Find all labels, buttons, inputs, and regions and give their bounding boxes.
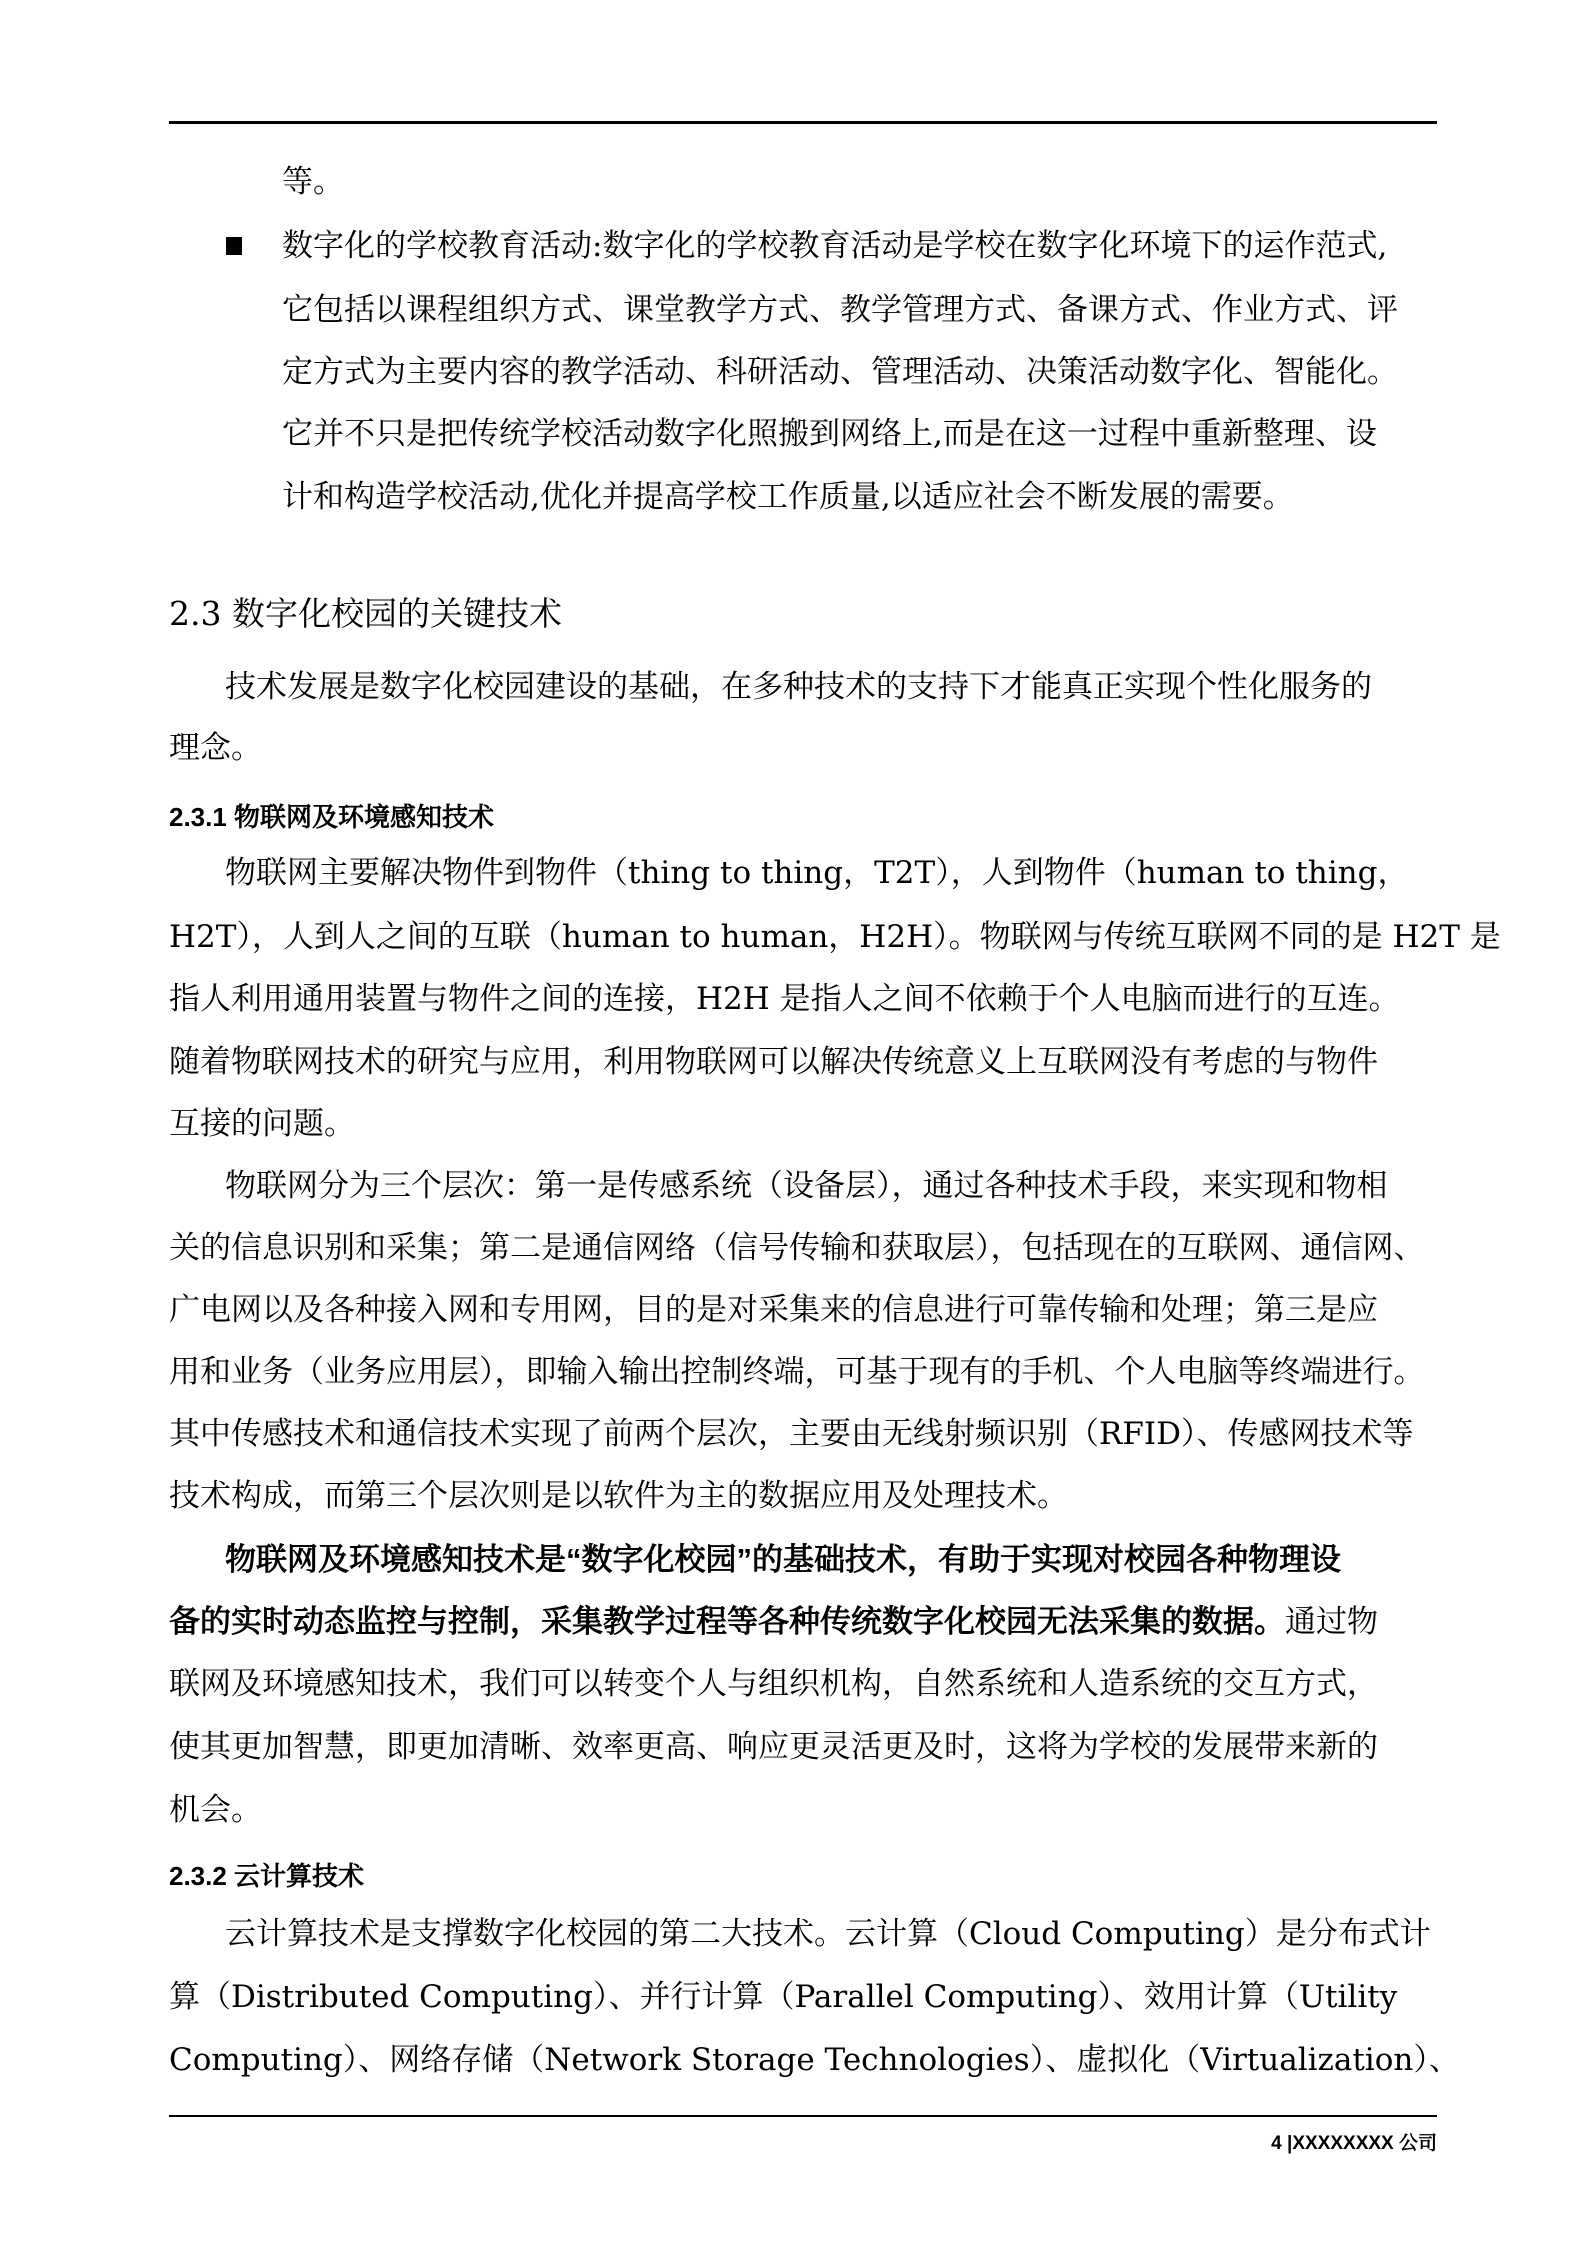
- text: 云计算技术是支撑数字化校园的第二大技术。云计算（Cloud Computing）是分布式计: [225, 1916, 1431, 1952]
- bold-text: 物联网及环境感知技术是“数字化校园”的基础技术，有助于实现对校园各种物理设: [225, 1542, 1341, 1577]
- text: 技术发展是数字化校园建设的基础，在多种技术的支持下才能真正实现个性化服务的: [225, 669, 1372, 705]
- paragraph-line: [169, 1042, 1378, 1082]
- bullet-square-icon: [226, 237, 242, 255]
- footer-separator: |: [1287, 2133, 1293, 2154]
- text: 它包括以课程组织方式、课堂教学方式、教学管理方式、备课方式、作业方式、评: [282, 292, 1398, 328]
- paragraph-line: [169, 1414, 1413, 1454]
- paragraph-line: [169, 979, 1400, 1019]
- paragraph-line: [282, 477, 1294, 517]
- paragraph-line: [282, 352, 1398, 392]
- text: 联网及环境感知技术，我们可以转变个人与组织机构，自然系统和人造系统的交互方式，: [169, 1666, 1378, 1702]
- paragraph-line: [169, 1228, 1425, 1268]
- text: 计和构造学校活动,优化并提高学校工作质量,以适应社会不断发展的需要。: [282, 479, 1294, 515]
- page-number: 4: [1271, 2133, 1282, 2154]
- paragraph-line: [225, 667, 1372, 707]
- subsection-heading: 2.3.2 云计算技术: [169, 1861, 365, 1891]
- paragraph-line: [282, 414, 1377, 454]
- paragraph-line: [282, 226, 1387, 266]
- paragraph-line: [169, 1727, 1378, 1767]
- text: 它并不只是把传统学校活动数字化照搬到网络上,而是在这一过程中重新整理、设: [282, 416, 1377, 452]
- text: H2T），人到人之间的互联（human to human，H2H）。物联网与传统互联网不同的是 H2T 是: [169, 919, 1501, 955]
- paragraph-line: [282, 290, 1398, 330]
- header-rule: [169, 121, 1437, 124]
- text: 互接的问题。: [169, 1106, 355, 1142]
- paragraph-line: [169, 1977, 1397, 2017]
- text: 随着物联网技术的研究与应用，利用物联网可以解决传统意义上互联网没有考虑的与物件: [169, 1044, 1378, 1080]
- text: 定方式为主要内容的教学活动、科研活动、管理活动、决策活动数字化、智能化。: [282, 354, 1398, 390]
- paragraph-line: [169, 1602, 1378, 1642]
- paragraph-line: [169, 1290, 1378, 1330]
- paragraph-line: [282, 162, 344, 202]
- footer-company: XXXXXXXX 公司: [1292, 2133, 1437, 2154]
- text: 等。: [282, 164, 344, 200]
- paragraph-line: [225, 853, 1408, 893]
- text: 通过物: [1285, 1604, 1378, 1640]
- footer-rule: [169, 2115, 1437, 2117]
- text: 理念。: [169, 730, 262, 766]
- page-footer: [1271, 2128, 1437, 2155]
- paragraph-line: [225, 1166, 1388, 1206]
- paragraph-line: [169, 1664, 1378, 1704]
- text: 用和业务（业务应用层），即输入输出控制终端，可基于现有的手机、个人电脑等终端进行。: [169, 1354, 1425, 1390]
- text: 物联网分为三个层次：第一是传感系统（设备层），通过各种技术手段，来实现和物相: [225, 1168, 1388, 1204]
- text: 其中传感技术和通信技术实现了前两个层次，主要由无线射频识别（RFID）、传感网技术等: [169, 1416, 1414, 1452]
- text: 使其更加智慧，即更加清晰、效率更高、响应更灵活更及时，这将为学校的发展带来新的: [169, 1729, 1378, 1765]
- paragraph-line: [169, 2040, 1460, 2080]
- text: 机会。: [169, 1792, 262, 1828]
- text: 数字化的学校教育活动:数字化的学校教育活动是学校在数字化环境下的运作范式,: [282, 228, 1388, 264]
- text: 物联网主要解决物件到物件（thing to thing，T2T），人到物件（human to thing，: [225, 855, 1409, 891]
- paragraph-line: [169, 1476, 1068, 1516]
- paragraph-line: [169, 917, 1501, 957]
- paragraph-line: [169, 1352, 1425, 1392]
- section-heading: 2.3 数字化校园的关键技术: [169, 594, 562, 633]
- text: 算（Distributed Computing）、并行计算（Parallel Computing）、效用计算（Utility: [169, 1979, 1398, 2015]
- text: 广电网以及各种接入网和专用网，目的是对采集来的信息进行可靠传输和处理；第三是应: [169, 1292, 1378, 1328]
- text: Computing）、网络存储（Network Storage Technologies）、虚拟化（Virtualization）、: [169, 2042, 1460, 2078]
- paragraph-line: [225, 1540, 1341, 1580]
- text: 技术构成，而第三个层次则是以软件为主的数据应用及处理技术。: [169, 1478, 1068, 1514]
- paragraph-line: [225, 1914, 1431, 1954]
- paragraph-line: [169, 1104, 355, 1144]
- subsection-heading: 2.3.1 物联网及环境感知技术: [169, 802, 495, 832]
- paragraph-line: [169, 1790, 262, 1830]
- text: 关的信息识别和采集；第二是通信网络（信号传输和获取层），包括现在的互联网、通信网、: [169, 1230, 1425, 1266]
- paragraph-line: [169, 728, 262, 768]
- text: 指人利用通用装置与物件之间的连接，H2H 是指人之间不依赖于个人电脑而进行的互连。: [169, 981, 1400, 1017]
- bold-text: 备的实时动态监控与控制，采集教学过程等各种传统数字化校园无法采集的数据。: [169, 1604, 1285, 1639]
